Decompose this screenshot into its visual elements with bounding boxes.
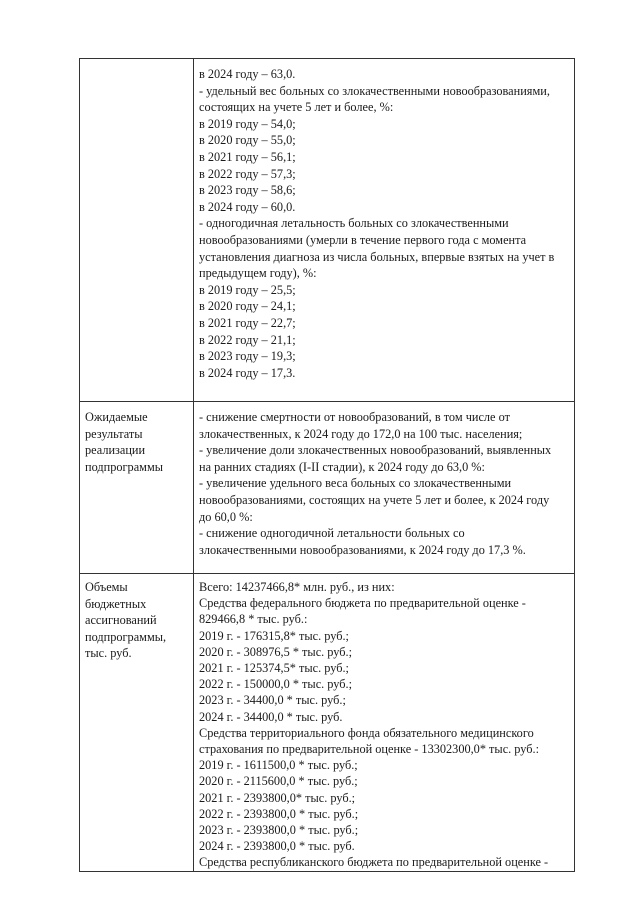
text-line: в 2024 году – 60,0. <box>199 199 296 214</box>
row-label-targets <box>80 59 194 402</box>
text-line: 2021 г. - 2393800,0* тыс. руб.; <box>199 790 356 805</box>
text-line: - увеличение удельного веса больных со злокачественными <box>199 476 512 491</box>
table-row-expected-results <box>80 402 575 574</box>
text-line: в 2022 году – 57,3; <box>199 166 296 181</box>
text-line: 2019 г. - 1611500,0 * тыс. руб.; <box>199 758 358 773</box>
text-line: 2020 г. - 308976,5 * тыс. руб.; <box>199 644 353 659</box>
text-line: 2024 г. - 34400,0 * тыс. руб. <box>199 709 343 724</box>
text-line: 2022 г. - 150000,0 * тыс. руб.; <box>199 677 353 692</box>
document-page <box>79 58 575 870</box>
text-line: в 2021 году – 22,7; <box>199 315 296 330</box>
text-line: новообразованиями (умерли в течение первого года с момента <box>199 232 527 247</box>
label-line: ассигнований <box>85 613 157 628</box>
text-line: 2023 г. - 2393800,0 * тыс. руб.; <box>199 823 359 838</box>
text-line: 829466,8 * тыс. руб.: <box>199 612 308 627</box>
table-row-targets <box>80 59 575 402</box>
text-line: злокачественными новообразованиями, к 2024 году до 17,3 %. <box>199 542 526 557</box>
row-label-expected-results <box>80 402 194 574</box>
text-line: предыдущем году), %: <box>199 266 317 281</box>
text-line: страхования по предварительной оценке - 13302300,0* тыс. руб.: <box>199 742 540 757</box>
row-value-expected-results <box>194 402 575 574</box>
text-line: Всего: 14237466,8* млн. руб., из них: <box>199 580 395 594</box>
subprogram-passport-table <box>79 58 575 872</box>
text-line: 2019 г. - 176315,8* тыс. руб.; <box>199 628 349 643</box>
label-line: бюджетных <box>85 596 147 611</box>
text-line: - удельный вес больных со злокачественными новообразованиями, <box>199 83 550 98</box>
label-line: результаты <box>85 426 143 441</box>
text-line: - снижение смертности от новообразований, в том числе от <box>199 410 510 424</box>
table-row-budget <box>80 574 575 872</box>
text-line: в 2019 году – 54,0; <box>199 116 296 131</box>
row-value-budget <box>194 574 575 872</box>
text-line: новообразованиями, состоящих на учете 5 лет и более, к 2024 году <box>199 492 550 507</box>
text-line: злокачественных, к 2024 году до 172,0 на 100 тыс. населения; <box>199 426 523 441</box>
label-line: подпрограммы, <box>85 629 167 644</box>
text-line: Средства республиканского бюджета по предварительной оценке - <box>199 855 549 870</box>
text-line: в 2022 году – 21,1; <box>199 332 296 347</box>
text-line: - увеличение доли злокачественных новообразований, выявленных <box>199 443 552 458</box>
row-label-budget <box>80 574 194 872</box>
text-line: - одногодичная летальность больных со злокачественными <box>199 216 509 231</box>
text-line: в 2023 году – 58,6; <box>199 183 296 198</box>
text-line: до 60,0 %: <box>199 509 253 524</box>
text-line: в 2023 году – 19,3; <box>199 349 296 364</box>
text-line: 2021 г. - 125374,5* тыс. руб.; <box>199 661 349 676</box>
text-line: Средства территориального фонда обязательного медицинского <box>199 725 534 740</box>
text-line: установления диагноза из числа больных, впервые взятых на учет в <box>199 249 555 264</box>
text-line: на ранних стадиях (I-II стадии), к 2024 году до 63,0 %: <box>199 459 485 474</box>
text-line: состоящих на учете 5 лет и более, %: <box>199 100 394 115</box>
row-value-targets <box>194 59 575 402</box>
text-line: 2022 г. - 2393800,0 * тыс. руб.; <box>199 806 359 821</box>
label-line: тыс. руб. <box>85 646 132 661</box>
text-line: в 2019 году – 25,5; <box>199 282 296 297</box>
text-line: в 2020 году – 55,0; <box>199 133 296 148</box>
text-line: в 2020 году – 24,1; <box>199 299 296 314</box>
text-line: 2024 г. - 2393800,0 * тыс. руб. <box>199 839 355 854</box>
text-line: 2020 г. - 2115600,0 * тыс. руб.; <box>199 774 358 789</box>
text-line: 2023 г. - 34400,0 * тыс. руб.; <box>199 693 346 708</box>
text-line: - снижение одногодичной летальности больных со <box>199 526 465 541</box>
label-line: Объемы <box>85 580 128 594</box>
label-line: Ожидаемые <box>85 410 148 424</box>
text-line: в 2024 году – 63,0. <box>199 67 296 81</box>
label-line: подпрограммы <box>85 459 163 474</box>
text-line: Средства федерального бюджета по предварительной оценке - <box>199 596 526 611</box>
text-line: в 2024 году – 17,3. <box>199 365 296 380</box>
label-line: реализации <box>85 443 146 458</box>
text-line: в 2021 году – 56,1; <box>199 149 296 164</box>
